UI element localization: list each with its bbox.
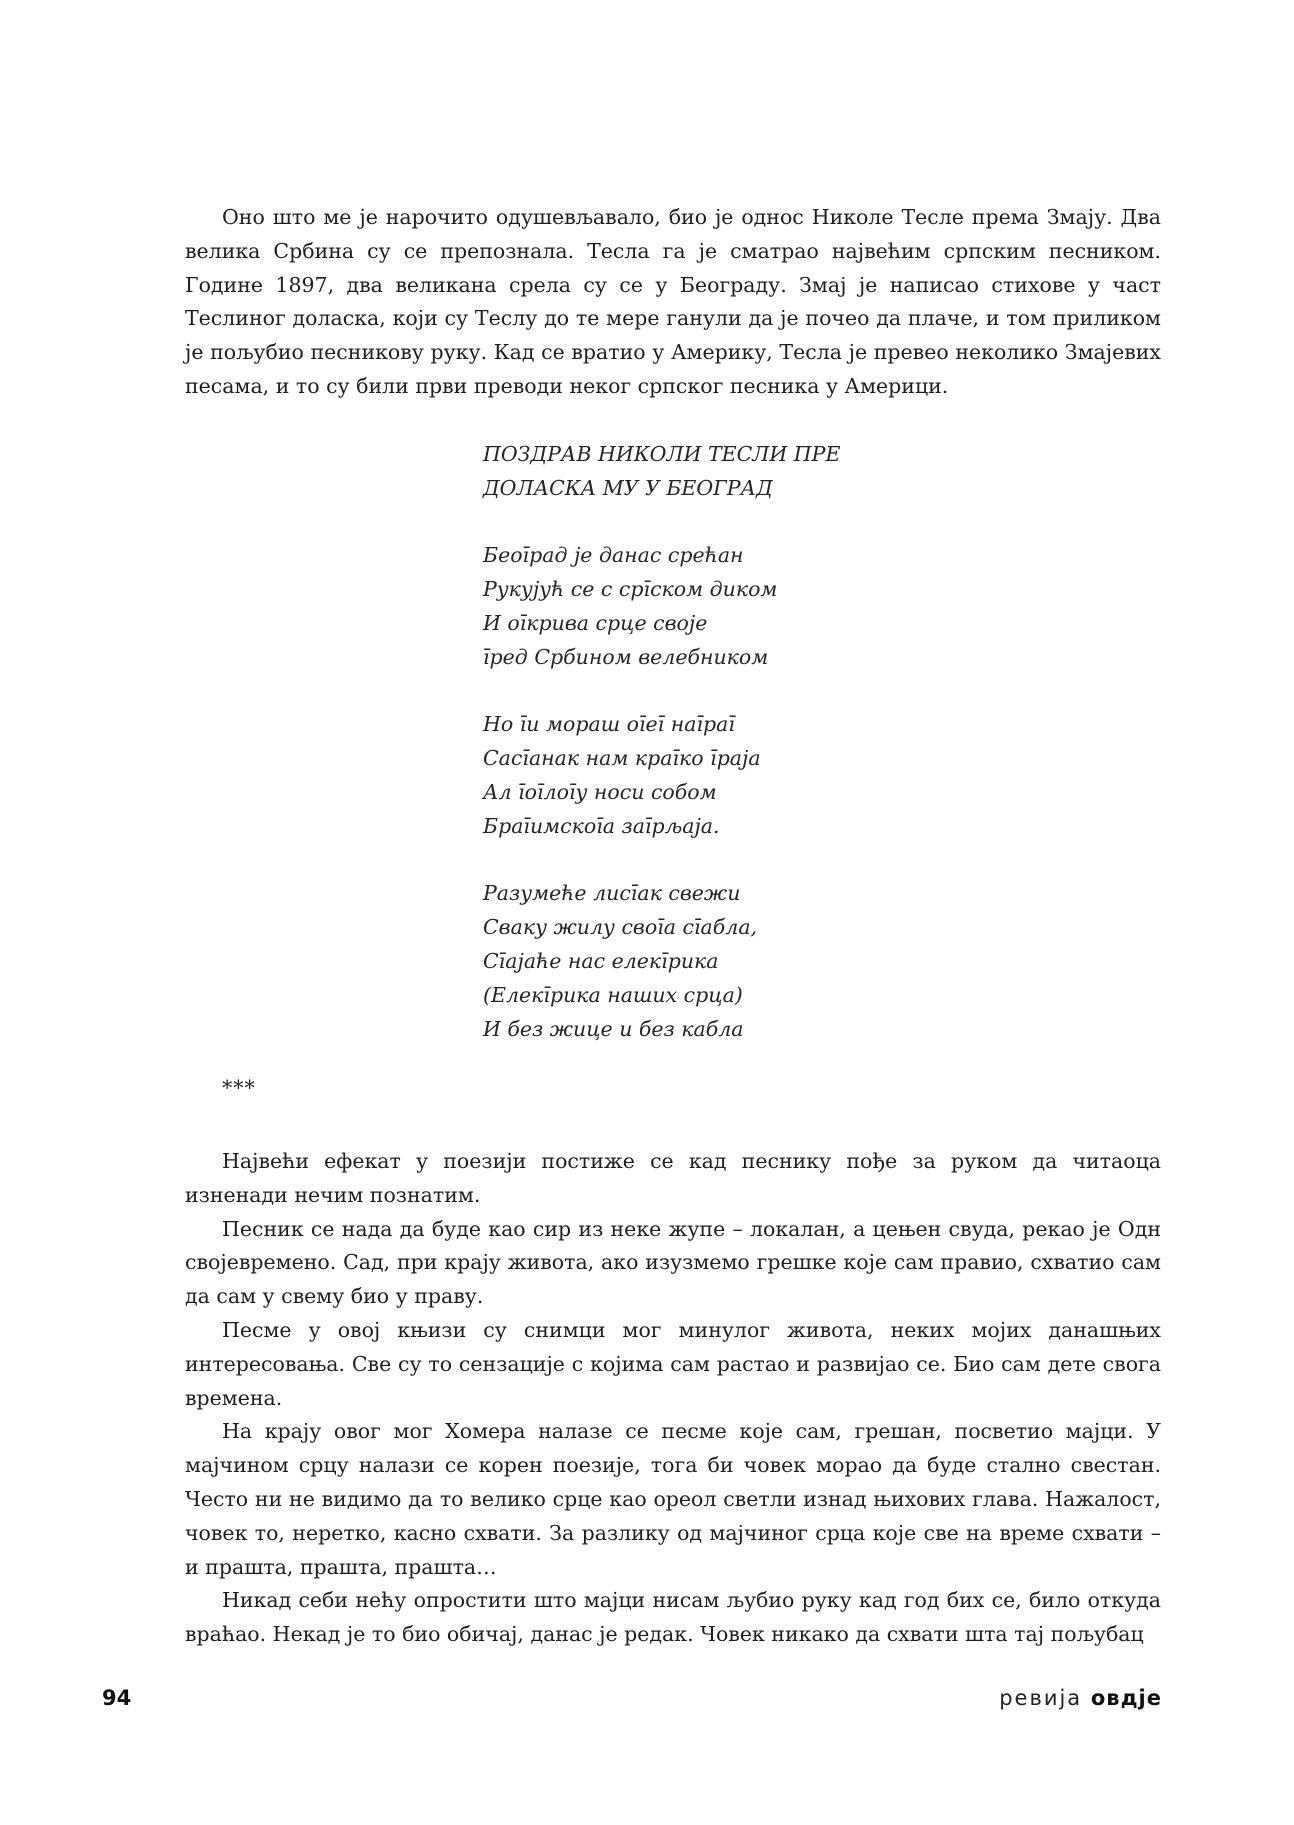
essay-paragraph: Никад себи нећу опростити што мајци нисам љубио руку кад год бих се, било откуда враћао. Некад је то био обичај, данас је редак. Човек никако да схвати шта тај пољубац [185,1588,1161,1647]
poem-verse: Ал īоīлоīу носи собом [483,779,717,804]
poem-verse: Разумеће лисīак свежи [483,881,741,906]
poem-verse: Сваку жилу своīа сīабла, [483,915,758,940]
poem-verse: И без жице и без кабла [483,1016,744,1041]
magazine-name: овдје [1090,1686,1162,1710]
poem-verse: Браīимскоīа заīрљаја. [483,813,720,838]
poem-stanza [483,708,903,843]
section-separator: *** [222,1076,256,1100]
intro-text-block [185,201,1161,404]
poem [483,438,903,1046]
poem-verse: īред Србином велебником [483,644,769,669]
poem-title [483,438,903,506]
essay-paragraph: Песме у овој књизи су снимци мог минулог живота, неких мојих данашњих интересовања. Све су то сензације с којима сам растао и развијао се. Био сам дете свога времена. [185,1317,1161,1410]
essay-paragraph: Песник се нада да буде као сир из неке жупе – локалан, а цењен свуда, рекао је Одн својевремено. Сад, при крају живота, ако изузмемо грешке које сам правио, схватио сам да сам у свему био у праву. [185,1216,1161,1309]
poem-verse: И оīкрива срце своје [483,610,708,635]
essay-paragraph: Највећи ефекат у поезији постиже се кад песнику пође за руком да читаоца изненади нечим познатим. [185,1149,1161,1207]
poem-verse: (Елекīрика наших срца) [483,982,743,1007]
intro-paragraph: Оно што ме је нарочито одушевљавало, био је однос Николе Тесле према Змају. Два велика Србина су се препознала. Тесла га је сматрао највећим српским песником. Године 1897, два великана срела су се у Београду. Змај је написао стихове у част Теслиног доласка, који су Теслу до те мере ганули да је почео да плаче, и том приликом је пољубио песникову руку. Кад се вратио у Америку, Тесла је превео неколико Змајевих песама, и то су били први преводи неког српског песника у Америци. [185,205,1161,398]
poem-verse: Рукујућ се с срīском диком [483,577,778,602]
running-footer [999,1684,1162,1712]
poem-title-line: ДОЛАСКА МУ У БЕОГРАД [483,475,773,500]
poem-stanza [483,539,903,674]
poem-verse: Сīајаће нас елекīрика [483,948,719,973]
poem-stanza [483,877,903,1046]
poem-title-line: ПОЗДРАВ НИКОЛИ ТЕСЛИ ПРЕ [483,442,841,466]
essay-paragraph: На крају овог мог Хомера налазе се песме које сам, грешан, посветио мајци. У мајчином срцу налази се корен поезије, тога би човек морао да буде стално свестан. Често ни не видимо да то велико срце као ореол светли изнад њихових глава. Нажалост, човек то, неретко, касно схвати. За разлику од мајчиног срца које све на време схвати – и прашта, прашта, прашта… [185,1419,1161,1579]
page-number: 94 [102,1686,132,1710]
poem-verse: Сасīанак нам краīко īраја [483,746,761,771]
magazine-prefix: ревија [999,1686,1083,1710]
essay-text-block [185,1145,1161,1652]
poem-verse: Но īи мораш оīеī наīраī [483,712,735,737]
poem-verse: Беоīрад је данас срећан [483,543,744,568]
